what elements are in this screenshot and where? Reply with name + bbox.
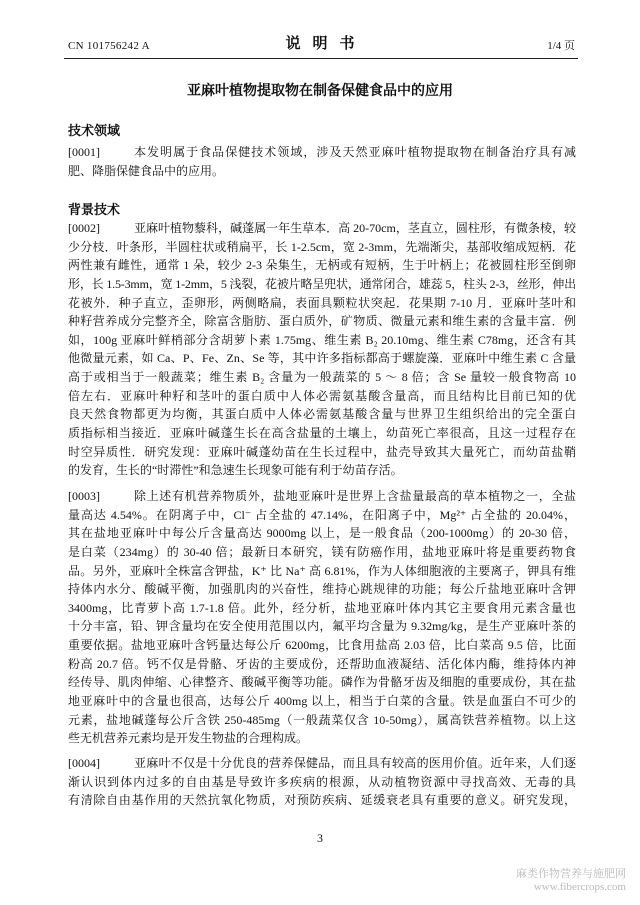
paragraph-line: 种籽营养成分完整齐全，除富含脂肪、蛋白质外，矿物质、微量元素和维生素的含量丰富．例	[68, 314, 576, 329]
paragraph-text: 亚麻叶植物藜科，碱蓬属一年生草本．高 20-70cm，茎直立，圆柱形，有微条棱，较	[134, 221, 576, 235]
paragraph-line: 时空异质性．研究发现：亚麻叶碱蓬幼苗在生长过程中，盐壳导致其大量死亡，而幼苗盐鞘	[68, 444, 576, 459]
paragraph-line: 质指标相当接近．亚麻叶碱蓬生长在高含盐量的土壤上，幼苗死亡率很高，且这一过程存在	[68, 426, 576, 441]
paragraph-line: 他微量元素，如 Ca、P、Fe、Zn、Se 等，其中许多指标都高于螺旋藻．亚麻叶中维生素 C 含量	[68, 351, 576, 366]
document-type-heading: 说明书	[285, 36, 367, 52]
paragraph-line: 地亚麻叶中的含量也很高，达每公斤 400mg 以上，相当于白菜的含量。铁是血蛋白不可少的	[68, 694, 576, 709]
paragraph-number: [0004]	[68, 756, 100, 770]
paragraph-line: 元素，盐地碱蓬每公斤含铁 250-485mg（一般蔬菜仅含 10-50mg），属高铁营养植物。以上这	[68, 712, 576, 727]
paragraph-line: 的发育，生长的“时滞性”和急速生长现象可能有利于幼苗存活。	[68, 463, 403, 478]
paragraph-line: 肥、降脂保健食品中的应用。	[68, 163, 225, 178]
paragraph-line: 是白菜（234mg）的 30-40 倍；最新日本研究，镁有防癌作用，盐地亚麻叶将是重要药物食	[68, 544, 576, 559]
paragraph-0002	[68, 219, 576, 480]
document-number: CN 101756242 A	[68, 40, 150, 52]
paragraph-line: 倍左右．亚麻叶种籽和茎叶的蛋白质中人体必需氨基酸含量高，而且结构比目前已知的优	[68, 388, 576, 403]
paragraph-line	[68, 487, 576, 506]
paragraph-line: 量高达 4.54%。在阴离子中，Cl⁻ 占全盐的 47.14%，在阳离子中，Mg²⁺ 占全盐的 20.04%，	[68, 507, 576, 522]
paragraph-line: 两性兼有雌性，通常 1 朵，较少 2-3 朵集生，无柄或有短柄，生于叶柄上；花被圆柱形至倒卵	[68, 258, 576, 273]
paragraph-line: 些无机营养元素均是开发生物盐的合理构成。	[68, 731, 309, 746]
paragraph-number: [0002]	[68, 221, 100, 235]
paragraph-line: 渐认识到体内过多的自由基是导致许多疾病的根源，从动植物资源中寻找高效、无毒的具	[68, 774, 576, 789]
paragraph-0001	[68, 143, 576, 180]
paragraph-line: 少分枝．叶条形，半圆柱状或稍扁平，长 1-2.5cm，宽 2-3mm，先端渐尖，基部收缩成短柄．花	[68, 239, 576, 254]
paragraph-line: 有清除自由基作用的天然抗氧化物质，对预防疾病、延缓衰老具有重要的意义。研究发现，	[68, 793, 576, 808]
paragraph-line: 持体内水分、酸碱平衡，加强肌肉的兴奋性，维持心跳规律的功能；每公斤盐地亚麻叶含钾	[68, 582, 576, 597]
paragraph-line: 粉高 20.7 倍。钙不仅是骨骼、牙齿的主要成份，还帮助血液凝结、活化体内酶，维持体内神	[68, 656, 576, 671]
header-divider	[64, 58, 578, 59]
section-heading-technical-field: 技术领域	[68, 123, 121, 138]
paragraph-text: 本发明属于食品保健技术领域，涉及天然亚麻叶植物提取物在制备治疗具有减	[134, 145, 576, 159]
paragraph-line: 重要依据。盐地亚麻叶含钙量达每公斤 6200mg，比食用盐高 2.03 倍，比白菜高 9.5 倍，比面	[68, 638, 576, 653]
paragraph-line: 花被外．种子直立，歪卵形，两侧略扁，表面具颗粒状突起．花果期 7-10 月．亚麻叶茎叶和	[68, 295, 576, 310]
paragraph-text: 亚麻叶不仅是十分优良的营养保健品，而且具有较高的医用价值。近年来，人们逐	[134, 756, 576, 770]
watermark	[516, 868, 626, 894]
paragraph-line: 如，100g 亚麻叶鲜梢部分含胡萝卜素 1.75mg、维生素 B₂ 20.10mg、维生素 C78mg，还含有其	[68, 332, 576, 347]
paragraph-line: 品。另外，亚麻叶全株富含钾盐，K⁺ 比 Na⁺ 高 6.81%，作为人体细胞液的主要离子，钾具有维	[68, 563, 576, 578]
section-heading-background: 背景技术	[68, 202, 121, 217]
watermark-site-name: 麻类作物营养与施肥网	[516, 868, 626, 880]
paragraph-number: [0003]	[68, 489, 100, 503]
paragraph-line: 形，长 1.5-3mm，宽 1-2mm，5 浅裂，花被片略呈兜状，通常闭合，雄蕊 5，柱头 2-3，丝形，伸出	[68, 276, 576, 291]
page-indicator: 1/4 页	[547, 40, 575, 52]
paragraph-line: 十分丰富，铅、钾含量均在安全使用范围以内，氟平均含量为 9.32mg/kg，是生产亚麻叶茶的	[68, 619, 576, 634]
watermark-url: www.fibercrops.com	[533, 881, 626, 893]
paragraph-line: 3400mg，比青萝卜高 1.7-1.8 倍。此外，经分析，盐地亚麻叶体内其它主要食用元素含量也	[68, 600, 576, 615]
page-number: 3	[317, 831, 323, 845]
document-title: 亚麻叶植物提取物在制备保健食品中的应用	[187, 84, 453, 99]
paragraph-0004	[68, 754, 576, 810]
paragraph-0003	[68, 487, 576, 748]
paragraph-line	[68, 143, 576, 162]
paragraph-line: 良天然食物都更为均衡，其蛋白质中人体必需氨基酸含量与世界卫生组织给出的完全蛋白	[68, 407, 576, 422]
paragraph-number: [0001]	[68, 145, 100, 159]
paragraph-text: 除上述有机营养物质外，盐地亚麻叶是世界上含盐量最高的草本植物之一，全盐	[134, 489, 576, 503]
paragraph-line: 高于或相当于一般蔬菜；维生素 B₂ 含量为一般蔬菜的 5 ～ 8 倍；含 Se 量较一般食物高 10	[68, 370, 576, 385]
paragraph-line	[68, 219, 576, 238]
paragraph-line	[68, 754, 576, 773]
paragraph-line: 其在盐地亚麻叶中每公斤含量高达 9000mg 以上，是一般食品（200-1000mg）的 20-30 倍，	[68, 526, 576, 541]
paragraph-line: 经传导、肌肉伸缩、心律整齐、酸碱平衡等功能。磷作为骨骼牙齿及细胞的重要成份，其在盐	[68, 675, 576, 690]
